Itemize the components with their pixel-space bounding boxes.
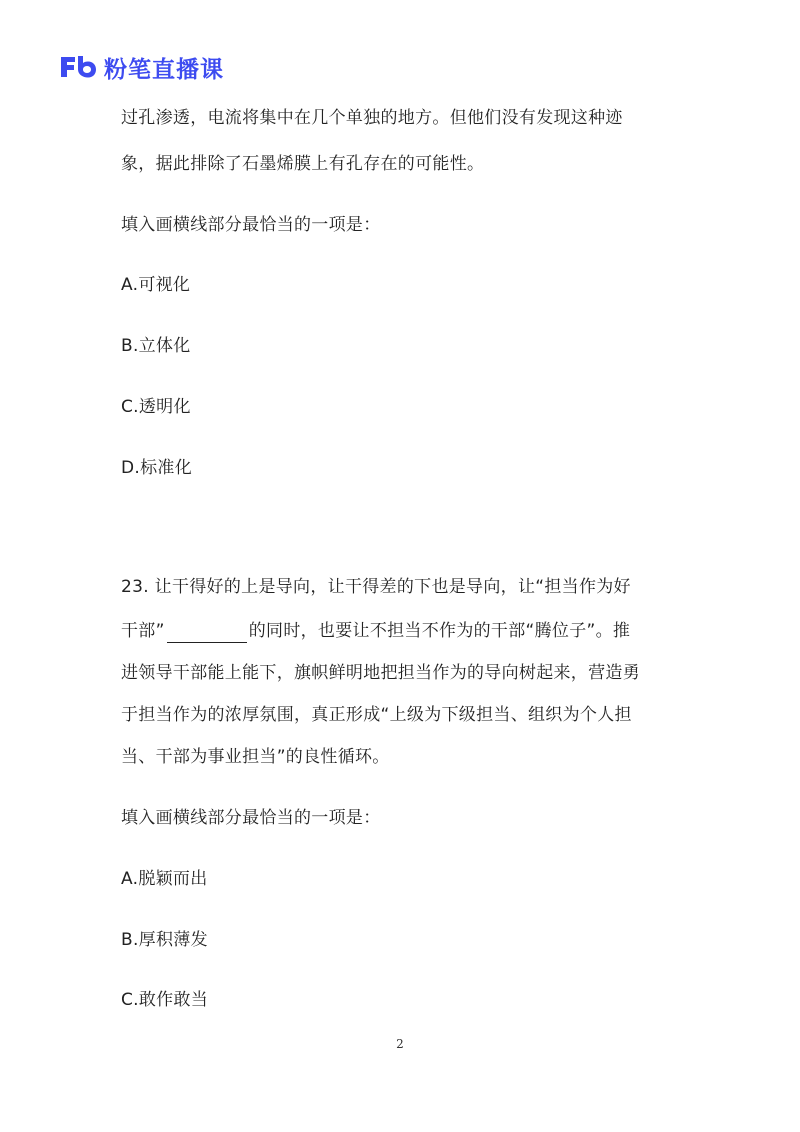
q22-option-a: A.可视化: [121, 275, 191, 295]
svg-text:Fb: Fb: [58, 53, 60, 54]
q23-option-c: C.敢作敢当: [121, 990, 209, 1010]
q22-option-d: D.标准化: [121, 458, 192, 478]
q23-stem-line-4: 于担当作为的浓厚氛围，真正形成“上级为下级担当、组织为个人担: [121, 705, 632, 725]
q22-option-b: B.立体化: [121, 336, 191, 356]
q23-stem-line-5: 当、干部为事业担当”的良性循环。: [121, 747, 390, 767]
q23-stem-line-3: 进领导干部能上能下，旗帜鲜明地把担当作为的导向树起来，营造勇: [121, 663, 640, 683]
page-number: 2: [396, 1037, 404, 1051]
answer-blank: [167, 624, 247, 643]
fb-logo-icon: [58, 53, 98, 81]
q23-option-b: B.厚积薄发: [121, 930, 208, 950]
q22-option-c: C.透明化: [121, 397, 191, 417]
q23-option-a: A.脱颖而出: [121, 869, 208, 889]
q23-prompt: 填入画横线部分最恰当的一项是：: [121, 808, 381, 828]
q22-prompt: 填入画横线部分最恰当的一项是：: [121, 215, 381, 235]
header: [58, 52, 224, 82]
q23-stem-line-2-after: 的同时，也要让不担当不作为的干部“腾位子”。推: [248, 621, 631, 641]
q23-stem-line-2: [121, 619, 630, 643]
q23-stem-line-2-before: 干部”: [121, 621, 165, 641]
q22-passage-line-1: 过孔渗透，电流将集中在几个单独的地方。但他们没有发现这种迹: [121, 108, 623, 128]
q23-stem-line-1: 23. 让干得好的上是导向，让干得差的下也是导向，让“担当作为好: [121, 577, 631, 597]
q22-passage-line-2: 象，据此排除了石墨烯膜上有孔存在的可能性。: [121, 154, 485, 174]
brand-title: 粉笔直播课: [104, 56, 224, 83]
